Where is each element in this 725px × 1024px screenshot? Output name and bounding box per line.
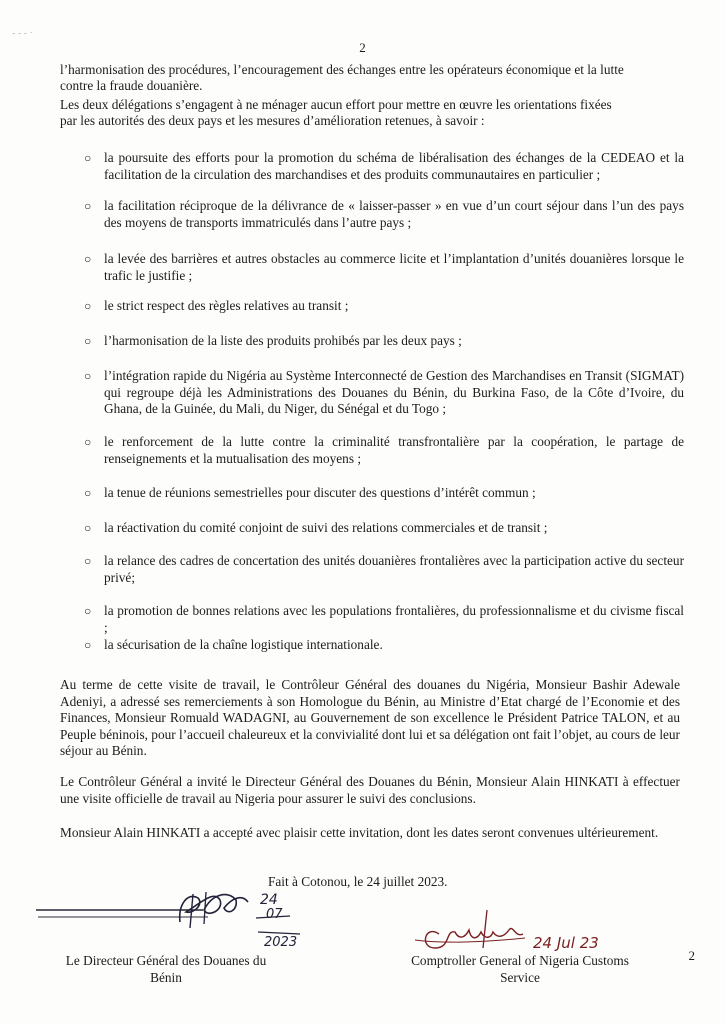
place-date-line: Fait à Cotonou, le 24 juillet 2023. xyxy=(268,874,448,889)
list-item: ○ la relance des cadres de concertation des unités douanières frontalières avec la participation active du secteur privé; xyxy=(84,553,684,585)
scan-mark: ‑ ‑ ‑ · xyxy=(12,28,33,39)
paragraph-thanks: Au terme de cette visite de travail, le Contrôleur Général des douanes du Nigéria, Monsieur Bashir Adewale Adeniyi, a adressé ses remerciements à son Homologue du Bénin, au Ministre d’Etat chargé de l’Economie et des Finances, Monsieur Romuald WADAGNI, au Gouvernement de son excellence le Président Patrice TALON, et au Peuple béninois, pour l’accueil chaleureux et la convivialité dont lui et sa délégation ont fait l’objet, au cours de leur séjour au Bénin. xyxy=(60,677,680,758)
signature-left xyxy=(28,884,318,954)
intro-line: contre la fraude douanière. xyxy=(60,78,203,93)
list-item: ○ la réactivation du comité conjoint de suivi des relations commerciales et de transit ; xyxy=(84,520,548,535)
list-item: ○ le renforcement de la lutte contre la criminalité transfrontalière par la coopération, le partage de renseignements et la mutualisation des moyens ; xyxy=(84,434,684,466)
signatory-right: Comptroller General of Nigeria Customs Service xyxy=(411,953,629,985)
intro-line: Les deux délégations s’engagent à ne ménager aucun effort pour mettre en œuvre les orientations fixées xyxy=(60,97,612,112)
signature-date-day: 24 xyxy=(260,892,278,908)
list-item: ○ la facilitation réciproque de la délivrance de « laisser-passer » en vue d’un court séjour dans l’un des pays des moyens de transports immatriculés dans l’autre pays ; xyxy=(84,198,684,230)
signature-date-month: 07 xyxy=(266,907,283,922)
list-item: ○ la sécurisation de la chaîne logistique internationale. xyxy=(84,637,383,652)
paragraph-invitation: Le Contrôleur Général a invité le Directeur Général des Douanes du Bénin, Monsieur Alain HINKATI à effectuer une visite officielle de travail au Nigeria pour assurer le suivi des conclusions. xyxy=(60,774,680,806)
list-item: ○ la levée des barrières et autres obstacles au commerce licite et l’implantation d’unités douanières lorsque le trafic le justifie ; xyxy=(84,251,684,283)
page-number-corner: 2 xyxy=(688,948,695,963)
list-item: ○ la promotion de bonnes relations avec les populations frontalières, du professionnalisme et du civisme fiscal ; xyxy=(84,603,684,635)
list-item: ○ l’intégration rapide du Nigéria au Système Interconnecté de Gestion des Marchandises en Transit (SIGMAT) qui regroupe déjà les Administrations des Douanes du Bénin, du Burkina Faso, de la Côte d’Ivoire, du Ghana, de la Guinée, du Mali, du Niger, du Sénégal et du Togo ; xyxy=(84,368,684,416)
signatory-left: Le Directeur Général des Douanes du Bénin xyxy=(65,953,267,985)
intro-line: l’harmonisation des procédures, l’encouragement des échanges entre les opérateurs économique et la lutte xyxy=(60,62,624,77)
list-item: ○ le strict respect des règles relatives au transit ; xyxy=(84,298,349,313)
paragraph-acceptance: Monsieur Alain HINKATI a accepté avec plaisir cette invitation, dont les dates seront convenues ultérieurement. xyxy=(60,825,659,840)
signature-right-date: 24 Jul 23 xyxy=(533,934,599,952)
list-item: ○ la poursuite des efforts pour la promotion du schéma de libéralisation des échanges de la CEDEAO et la facilitation de la circulation des marchandises et des produits communautaires en particulier ; xyxy=(84,150,684,182)
list-item: ○ la tenue de réunions semestrielles pour discuter des questions d’intérêt commun ; xyxy=(84,485,536,500)
intro-line: par les autorités des deux pays et les mesures d’amélioration retenues, à savoir : xyxy=(60,113,485,128)
list-item: ○ l’harmonisation de la liste des produits prohibés par les deux pays ; xyxy=(84,333,462,348)
page-number-top: 2 xyxy=(359,40,366,55)
signature-date-year: 2023 xyxy=(264,935,298,950)
